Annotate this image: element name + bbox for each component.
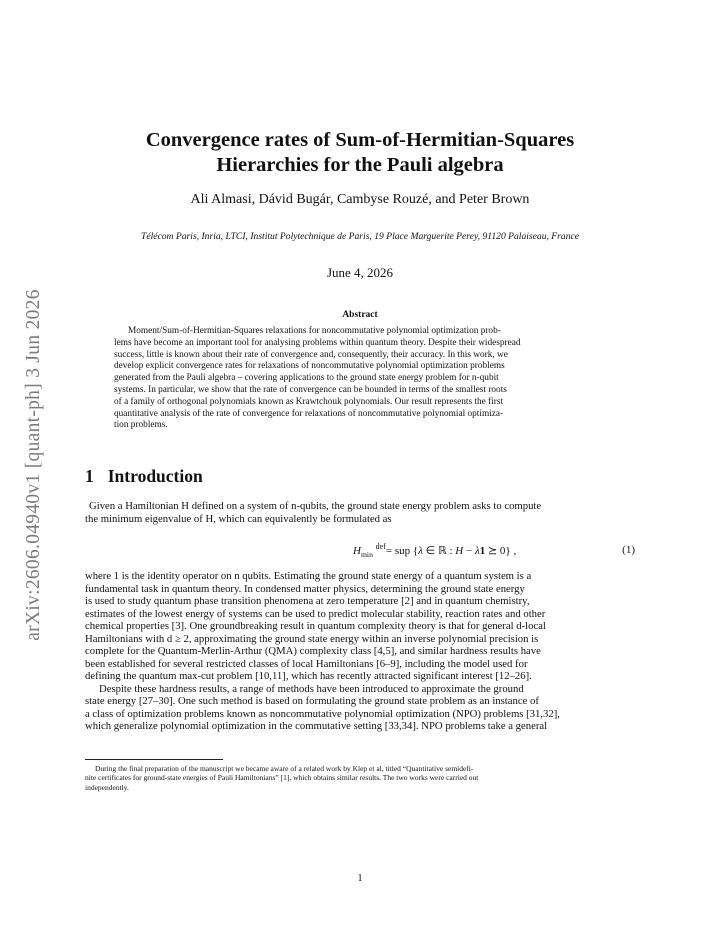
body-line: where 1 is the identity operator on n qubits. Estimating the ground state energy of a quantum system is a <box>85 570 532 582</box>
title-line-1: Convergence rates of Sum-of-Hermitian-Squares <box>145 129 575 151</box>
author-list: Ali Almasi, Dávid Bugár, Cambyse Rouzé, and Peter Brown <box>190 192 530 207</box>
abstract-line: lems have become an important tool for analysing problems within quantum theory. Despite their widespread <box>114 337 521 348</box>
paper-title <box>82 128 638 178</box>
body-line: the minimum eigenvalue of H, which can equivalently be formulated as <box>85 512 392 525</box>
abstract-line: of a family of orthogonal polynomials known as Krawtchouk polynomials. Our result represents the first <box>114 396 504 407</box>
footnote-line: independently. <box>85 782 129 792</box>
footnote-line: nite certificates for ground-state energies of Pauli Hamiltonians” [1], which obtains similar results. The two works were carried out <box>85 773 479 783</box>
title-line-2: Hierarchies for the Pauli algebra <box>216 154 504 176</box>
footnote-line: During the final preparation of the manuscript we became aware of a related work by Klep et al, titled “Quantitative semidefi- <box>95 764 474 773</box>
body-line: defining the quantum max-cut problem [10,11], which has recently attracted significant interest [12–26]. <box>85 670 532 682</box>
body-line: Given a Hamiltonian H defined on a system of n-qubits, the ground state energy problem asks to compute <box>89 500 542 512</box>
abstract-line: develop explicit convergence rates for relaxations of noncommutative polynomial optimization problems <box>114 361 505 372</box>
abstract-body <box>114 326 606 432</box>
publication-date: June 4, 2026 <box>326 265 394 280</box>
body-line: complete for the Quantum-Merlin-Arthur (QMA) complexity class [4,5], and similar hardness results have <box>85 645 541 657</box>
body-line: been established for several restricted classes of local Hamiltonians [6–9], including the model used for <box>85 657 528 670</box>
abstract-line: systems. In particular, we show that the rate of convergence can be bounded in terms of the smallest roots <box>114 384 507 395</box>
equation-number: (1) <box>622 544 635 556</box>
body-line: chemical properties [3]. One groundbreaking result in quantum complexity theory is that for general d-local <box>85 620 546 632</box>
body-paragraph <box>85 570 637 733</box>
footnote-rule <box>85 759 223 760</box>
body-line: estimates of the lowest energy of systems can be used to predict molecular stability, reaction rates and other <box>85 607 546 620</box>
body-line: state energy [27–30]. One such method is based on formulating the ground state problem as an instance of <box>85 695 539 707</box>
body-line: a class of optimization problems known as noncommutative polynomial optimization (NPO) problems [31,32], <box>85 707 560 720</box>
body-line: is used to study quantum phase transition phenomena at zero temperature [2] and in quantum chemistry, <box>85 595 530 607</box>
page-number: 1 <box>357 873 363 884</box>
abstract-line: generated from the Pauli algebra – covering applications to the ground state energy problem for n-qubit <box>114 373 499 384</box>
section-heading <box>85 466 203 487</box>
body-line: which generalize polynomial optimization in the commutative setting [33,34]. NPO problems take a general <box>85 720 548 732</box>
section-title: Introduction <box>107 466 203 486</box>
section-number: 1 <box>85 466 94 486</box>
abstract-line: Moment/Sum-of-Hermitian-Squares relaxations for noncommutative polynomial optimization prob- <box>128 326 501 336</box>
arxiv-stamp-text: arXiv:2606.04940v1 [quant-ph] 3 Jun 2026 <box>23 289 44 641</box>
abstract-line: tion problems. <box>114 420 168 431</box>
intro-paragraph <box>85 500 637 525</box>
arxiv-identifier-stamp <box>20 250 48 680</box>
body-line: Despite these hardness results, a range of methods have been introduced to approximate the ground <box>99 682 524 695</box>
abstract-line: quantitative analysis of the rate of convergence for relaxations of noncommutative polynomial optimiza- <box>114 408 504 419</box>
body-line: fundamental task in quantum theory. In condensed matter physics, determining the ground state energy <box>85 582 525 595</box>
equation-formula: $H_{min}$ $^{def}$= sup {λ ∈ ℝ : H − λ1 ⪰ 0} , <box>353 542 517 560</box>
footnote <box>85 764 637 792</box>
body-line: Hamiltonians with d ≥ 2, approximating the ground state energy within an inverse polynomial precision is <box>85 632 539 645</box>
abstract-heading: Abstract <box>342 310 378 320</box>
equation-1 <box>85 544 637 560</box>
affiliation: Télécom Paris, Inria, LTCI, Institut Polytechnique de Paris, 19 Place Marguerite Perey, 91120 Palaiseau, France <box>140 231 580 242</box>
abstract-line: success, little is known about their rate of convergence and, consequently, their accuracy. In this work, we <box>114 349 508 360</box>
